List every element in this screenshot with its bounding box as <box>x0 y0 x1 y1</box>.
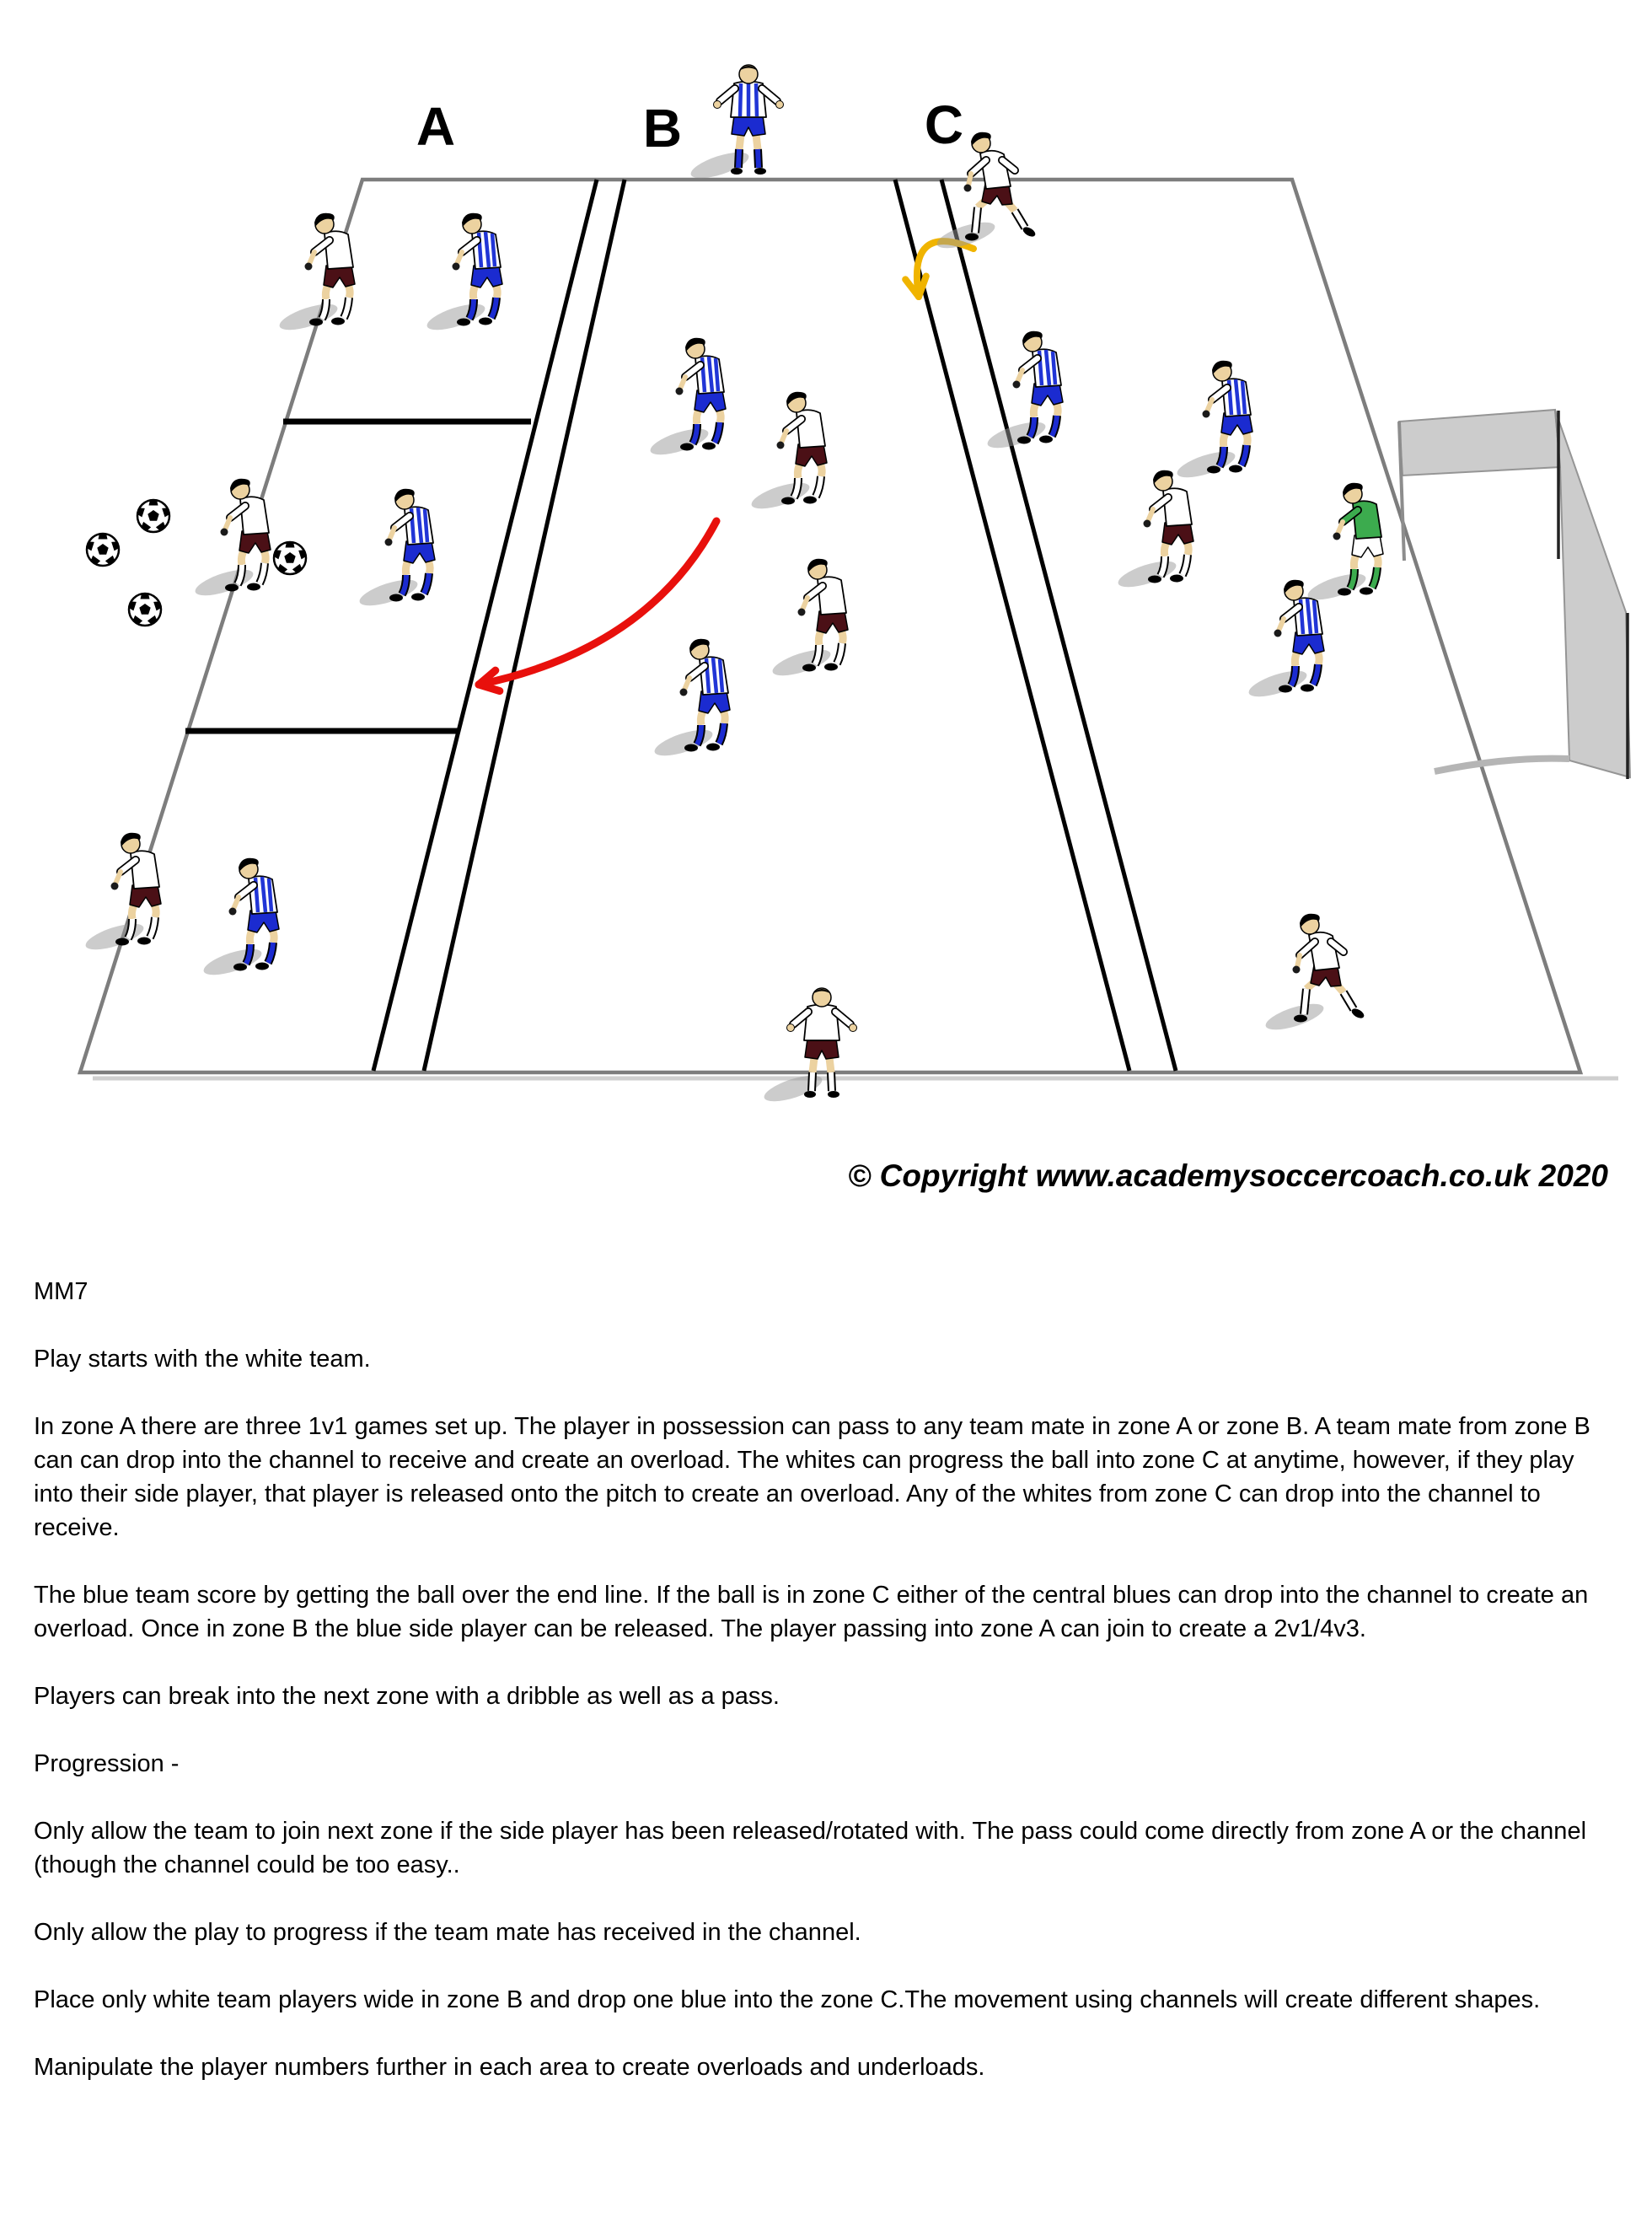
goal-net-side <box>1555 410 1630 777</box>
drill-code: MM7 <box>34 1278 88 1305</box>
note-paragraph: Play starts with the white team. <box>34 1346 371 1373</box>
player-white-zone-a-1 <box>276 213 355 336</box>
drill-notes <box>34 1275 1617 2118</box>
soccer-ball-icon <box>86 534 120 566</box>
player-white-runner-bottom-right <box>1263 914 1365 1035</box>
note-paragraph: Only allow the team to join next zone if the side player has been released/rotated with. The pass could come directly from zone A or the channel (though the channel could be too easy.. <box>34 1818 1587 1878</box>
goal-net-bottom <box>1435 759 1569 771</box>
player-goalkeeper <box>1305 483 1383 605</box>
player-blue-zone-b-2 <box>652 639 730 761</box>
channel-line <box>895 180 1129 1071</box>
channel-line <box>941 180 1176 1071</box>
copyright-line: © Copyright www.academysoccercoach.co.uk 2020 <box>848 1158 1608 1193</box>
player-white-side-player-bottom <box>761 988 856 1107</box>
note-paragraph: Place only white team players wide in zone B and drop one blue into the zone C.The movement using channels will create different shapes. <box>34 1986 1541 2013</box>
zone-label-c: C <box>924 94 964 155</box>
player-blue-zone-a-2 <box>357 489 435 611</box>
note-paragraph: The blue team score by getting the ball over the end line. If the ball is in zone C either of the central blues can drop into the channel to create an overload. Once in zone B the blue side player can be released. The player passing into zone A can join to create a 2v1/4v3. <box>34 1582 1589 1642</box>
player-blue-zone-a-1 <box>424 213 502 336</box>
player-blue-zone-a-3 <box>201 858 279 981</box>
note-paragraph: Players can break into the next zone with a dribble as well as a pass. <box>34 1683 780 1710</box>
note-paragraph: Manipulate the player numbers further in each area to create overloads and underloads. <box>34 2054 985 2081</box>
player-blue-zone-c-2 <box>1174 361 1252 483</box>
soccer-ball-icon <box>128 594 162 626</box>
player-white-zone-b-1 <box>748 392 827 514</box>
note-paragraph: In zone A there are three 1v1 games set up. The player in possession can pass to any team mate in zone A or zone B. A team mate from zone B can can drop into the channel to receive and create an overload. The whites can progress the ball into zone C at anytime, however, if they play into their side player, that player is released onto the pitch to create an overload. Any of the whites from zone C can drop into the channel to receive. <box>34 1413 1590 1541</box>
zone-label-b: B <box>642 98 683 159</box>
note-heading-progression: Progression - <box>34 1750 180 1777</box>
note-paragraph: Only allow the play to progress if the team mate has received in the channel. <box>34 1919 861 1946</box>
channel-line <box>373 180 597 1071</box>
goal-net-roof <box>1399 410 1560 476</box>
player-white-zone-b-2 <box>770 559 848 681</box>
player-blue-zone-b-1 <box>647 338 726 460</box>
soccer-ball-icon <box>137 500 170 532</box>
player-blue-side-player-top <box>688 65 783 184</box>
player-white-zone-a-2 <box>192 479 271 601</box>
soccer-ball-icon <box>273 542 307 574</box>
player-white-zone-c-1 <box>1115 470 1193 593</box>
zone-label-a: A <box>416 96 456 157</box>
